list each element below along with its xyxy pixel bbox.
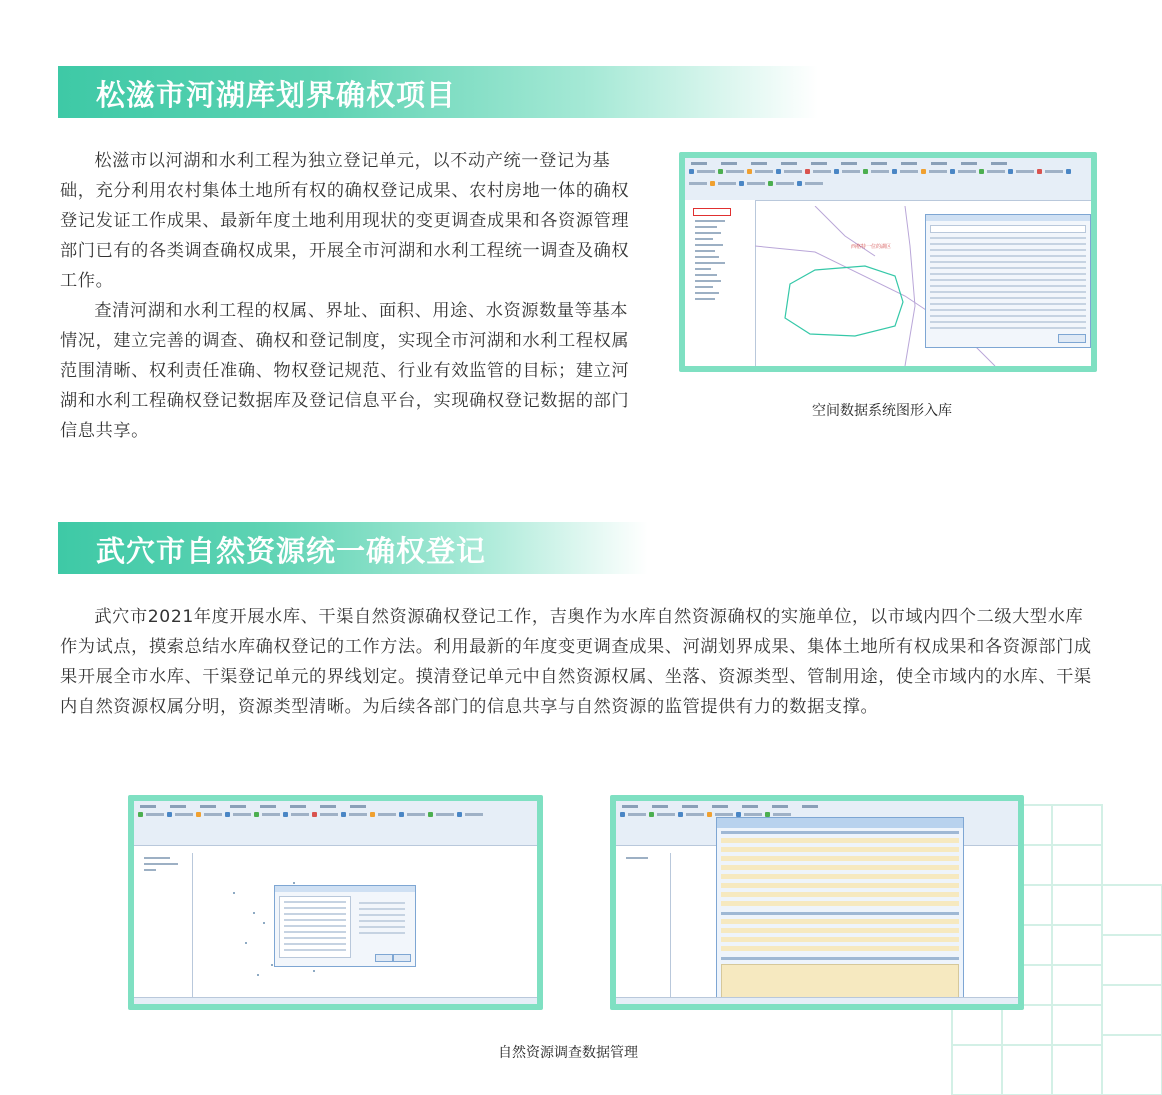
section1-caption: 空间数据系统图形入库 [812,403,952,419]
section1-paragraph-2: 查清河湖和水利工程的权属、界址、面积、用途、水资源数量等基本情况，建立完善的调查、确权和登记制度，实现全市河湖和水利工程权属范围清晰、权利责任准确、物权登记规范、行业有效监管的目标；建立河湖和水利工程确权登记数据库及登记信息平台，实现确权登记数据的部门信息共享。 [60,301,630,441]
gis-screenshot [679,152,1097,372]
section2-caption: 自然资源调查数据管理 [498,1045,638,1061]
section2-title: 武穴市自然资源统一确权登记 [96,534,487,568]
map-label: 西格特一位的湖区 [851,244,892,250]
registration-form-screenshot [610,795,1024,1010]
section1-banner [58,66,818,118]
section1-paragraph-1: 松滋市以河湖和水利工程为独立登记单元，以不动产统一登记为基础，充分利用农村集体土地所有权的确权登记成果、农村房地一体的确权登记发证工作成果、最新年度土地利用现状的变更调查成果和各资源管理部门已有的各类调查确权成果，开展全市河湖和水利工程统一调查及确权工作。 [60,151,630,291]
section1-body [60,146,636,446]
attribute-dialog[interactable] [925,214,1091,348]
gis-window [685,158,1091,366]
resource-query-window [134,801,537,1004]
registration-form-window [616,801,1018,1004]
resource-query-screenshot [128,795,543,1010]
section2-banner [58,522,648,574]
section2-paragraph: 武穴市2021年度开展水库、干渠自然资源确权登记工作，吉奥作为水库自然资源确权的实施单位，以市域内四个二级大型水库作为试点，摸索总结水库确权登记的工作方法。利用最新的年度变更调查成果、河湖划界成果、集体土地所有权成果和各资源部门成果开展全市水库、干渠登记单元的界线划定。摸清登记单元中自然资源权属、坐落、资源类型、管制用途，使全市域内的水库、干渠内自然资源权属分明，资源类型清晰。为后续各部门的信息共享与自然资源的监管提供有力的数据支撑。 [60,607,1092,717]
section1-title: 松滋市河湖库划界确权项目 [96,78,457,112]
registration-form-panel[interactable] [716,817,964,1004]
query-dialog[interactable] [274,885,416,967]
